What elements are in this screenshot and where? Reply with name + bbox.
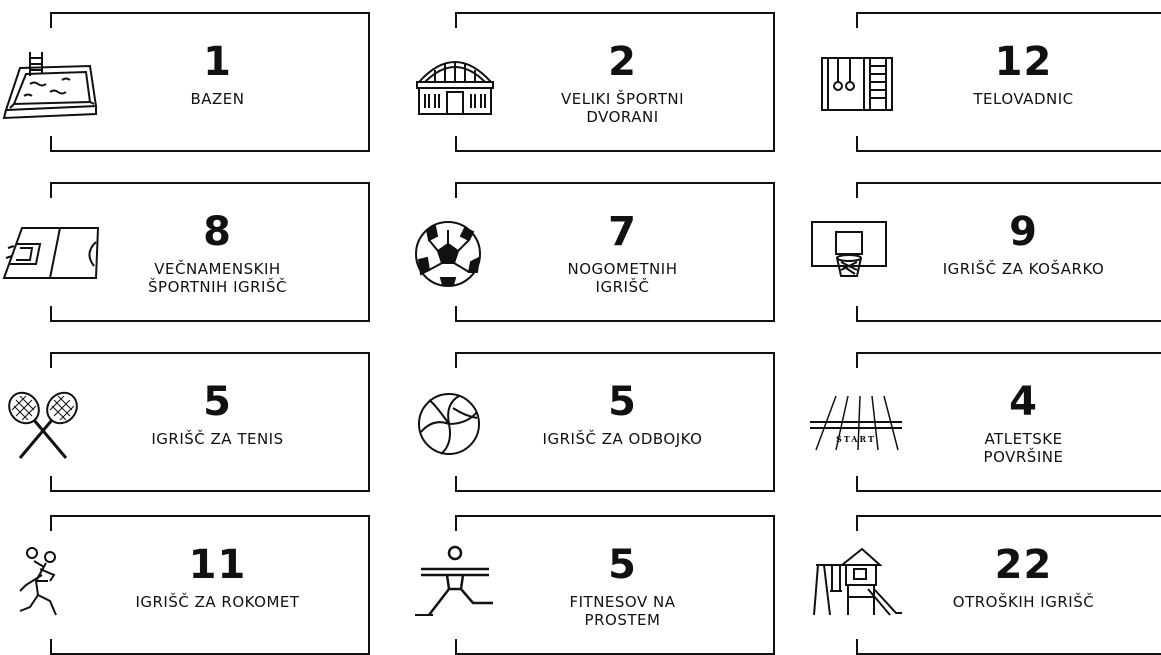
facility-label: IGRIŠČ ZA KOŠARKO bbox=[942, 260, 1105, 278]
facility-card-gyms bbox=[806, 12, 1161, 152]
facility-count: 8 bbox=[203, 209, 232, 255]
facility-label: TELOVADNIC bbox=[973, 90, 1074, 108]
facility-count: 4 bbox=[1009, 379, 1038, 425]
playground-icon bbox=[806, 545, 906, 617]
facility-card-volleyball bbox=[405, 352, 775, 492]
facility-label: NOGOMETNIH IGRIŠČ bbox=[567, 260, 678, 296]
outdoor-fitness-icon bbox=[405, 545, 505, 617]
facility-count: 1 bbox=[203, 39, 232, 85]
facility-card-handball bbox=[0, 515, 370, 655]
volleyball-icon bbox=[405, 388, 505, 460]
tennis-rackets-icon bbox=[0, 388, 100, 460]
facility-card-football bbox=[405, 182, 775, 322]
facility-label: IGRIŠČ ZA TENIS bbox=[151, 430, 284, 448]
facility-count: 7 bbox=[608, 209, 637, 255]
facility-card-tennis bbox=[0, 352, 370, 492]
facility-card-basketball bbox=[806, 182, 1161, 322]
basketball-hoop-icon bbox=[806, 218, 906, 290]
facility-label: IGRIŠČ ZA ROKOMET bbox=[135, 593, 300, 611]
running-track-icon bbox=[806, 388, 906, 460]
facility-label: FITNESOV NA PROSTEM bbox=[569, 593, 676, 629]
facility-label: ATLETSKE POVRŠINE bbox=[983, 430, 1064, 466]
facility-card-athletics bbox=[806, 352, 1161, 492]
facility-label: VELIKI ŠPORTNI DVORANI bbox=[560, 90, 685, 126]
facility-card-playgrounds bbox=[806, 515, 1161, 655]
facility-card-pool bbox=[0, 12, 370, 152]
facility-card-fitness bbox=[405, 515, 775, 655]
sports-hall-icon bbox=[405, 48, 505, 120]
facility-label: BAZEN bbox=[190, 90, 245, 108]
soccer-ball-icon bbox=[405, 218, 505, 290]
facility-count: 11 bbox=[188, 542, 247, 588]
facility-count: 5 bbox=[203, 379, 232, 425]
facility-count: 9 bbox=[1009, 209, 1038, 255]
swimming-pool-icon bbox=[0, 48, 100, 120]
facility-label: IGRIŠČ ZA ODBOJKO bbox=[542, 430, 703, 448]
facility-count: 12 bbox=[994, 39, 1053, 85]
gymnastics-wall-icon bbox=[806, 48, 906, 120]
facility-count: 2 bbox=[608, 39, 637, 85]
facility-label: OTROŠKIH IGRIŠČ bbox=[952, 593, 1095, 611]
handball-player-icon bbox=[0, 545, 100, 617]
sports-field-icon bbox=[0, 218, 100, 290]
facility-label: VEČNAMENSKIH ŠPORTNIH IGRIŠČ bbox=[148, 260, 287, 296]
track-start-text: START bbox=[836, 434, 876, 444]
facility-count: 5 bbox=[608, 542, 637, 588]
facility-card-multipurpose bbox=[0, 182, 370, 322]
facility-count: 5 bbox=[608, 379, 637, 425]
facility-count: 22 bbox=[994, 542, 1053, 588]
facility-card-sports-halls bbox=[405, 12, 775, 152]
